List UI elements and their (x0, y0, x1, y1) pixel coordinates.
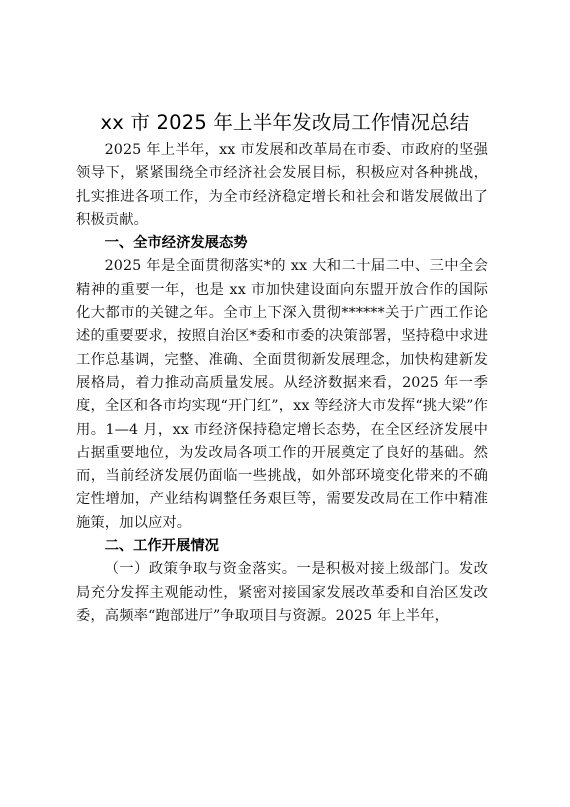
document-body (76, 139, 488, 628)
section-heading-work: 二、工作开展情况 (104, 538, 219, 555)
section-heading-economy: 一、全市经济发展态势 (104, 235, 248, 252)
document-title: xx 市 2025 年上半年发改局工作情况总结 (100, 111, 470, 134)
work-paragraph: （一）政策争取与资金落实。一是积极对接上级部门。发改局充分发挥主观能动性，紧密对接国家发展改革委和自治区发改委，高频率“跑部进厅”争取项目与资源。2025 年上半年， (76, 561, 488, 624)
intro-paragraph: 2025 年上半年，xx 市发展和改革局在市委、市政府的坚强领导下，紧紧围绕全市经济社会发展目标，积极应对各种挑战，扎实推进各项工作，为全市经济稳定增长和社会和谐发展做出了积极贡献。 (76, 142, 488, 228)
economy-paragraph: 2025 年是全面贯彻落实*的 xx 大和二十届二中、三中全会精神的重要一年，也是 xx 市加快建设面向东盟开放合作的国际化大都市的关键之年。全市上下深入贯彻******关于广西工作论述的重要要求，按照自治区*委和市委的决策部署，坚持稳中求进工作总基调，完整、准确、全面贯彻新发展理念，加快构建新发展格局，着力推动高质量发展。从经济数据来看，2025 年一季度，全区和各市均实现“开门红”，xx 等经济大市发挥“挑大梁”作用。1—4 月，xx 市经济保持稳定增长态势，在全区经济发展中占据重要地位，为发改局各项工作的开展奠定了良好的基础。然而，当前经济发展仍面临一些挑战，如外部环境变化带来的不确定性增加，产业结构调整任务艰巨等，需要发改局在工作中精准施策，加以应对。 (76, 258, 488, 531)
